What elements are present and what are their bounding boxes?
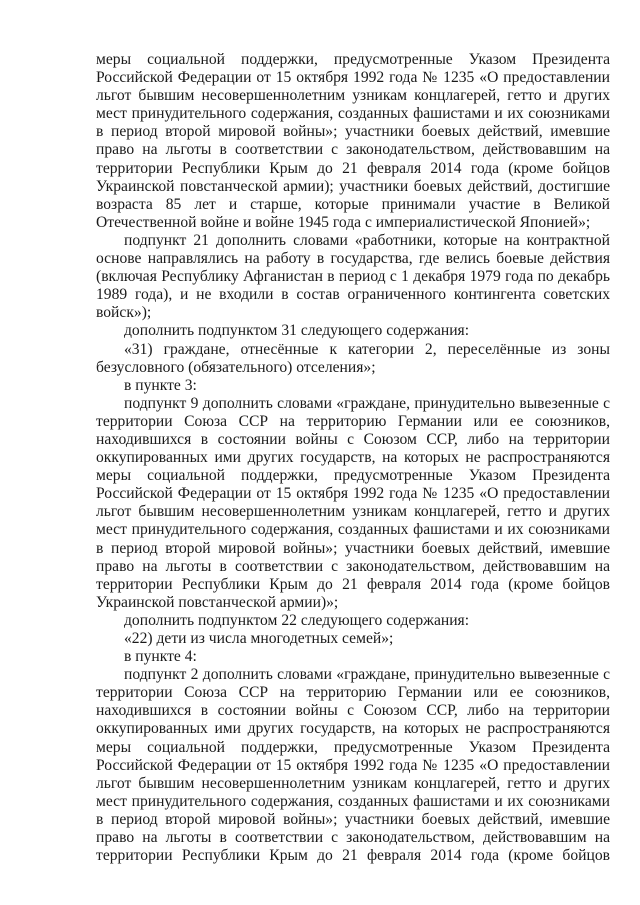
document-line: Российской Федерации от 15 октября 1992 года № 1235 «О предоставлении (96, 69, 610, 87)
document-line: «22) дети из числа многодетных семей»; (124, 630, 394, 647)
document-line: оккупированных ими других государств, на которых не распространяются (96, 720, 610, 738)
document-line: меры социальной поддержки, предусмотренные Указом Президента (96, 738, 610, 756)
document-line: в пункте 4: (124, 648, 197, 666)
document-line: меры социальной поддержки, предусмотренные Указом Президента (96, 467, 610, 485)
document-line: Украинской повстанческой армии); участники боевых действий, достигшие (96, 177, 610, 195)
document-line: находившихся в состоянии войны с Союзом ССР, либо на территории (96, 702, 610, 720)
document-line: территории Республики Крым до 21 февраля 2014 года (кроме бойцов (96, 847, 610, 865)
document-line: мест принудительного содержания, созданных фашистами и их союзниками (96, 105, 610, 123)
document-line: в период второй мировой войны»; участники боевых действий, имевшие (96, 539, 610, 557)
document-line: территории Республики Крым до 21 февраля 2014 года (кроме бойцов (96, 159, 610, 177)
document-line: Российской Федерации от 15 октября 1992 года № 1235 «О предоставлении (96, 485, 610, 503)
document-line: подпункт 2 дополнить словами «граждане, принудительно вывезенные с (124, 666, 610, 684)
document-line: мест принудительного содержания, созданных фашистами и их союзниками (96, 792, 610, 810)
document-line: Российской Федерации от 15 октября 1992 года № 1235 «О предоставлении (96, 756, 610, 774)
document-line: право на льготы в соответствии с законодательством, действовавшим на (96, 829, 610, 847)
document-line: возраста 85 лет и старше, которые принимали участие в Великой (96, 195, 610, 213)
document-body-text (96, 51, 610, 865)
document-line: находившихся в состоянии войны с Союзом ССР, либо на территории (96, 430, 610, 448)
document-line: право на льготы в соответствии с законодательством, действовавшим на (96, 557, 610, 575)
document-line: льгот бывшим несовершеннолетним узникам концлагерей, гетто и других (96, 87, 610, 105)
document-line: подпункт 21 дополнить словами «работники, которые на контрактной (124, 231, 610, 249)
document-line: территории Союза ССР на территорию Германии или ее союзников, (96, 684, 610, 702)
document-line: подпункт 9 дополнить словами «граждане, принудительно вывезенные с (124, 394, 610, 412)
document-line: «31) граждане, отнесённые к категории 2, переселённые из зоны (124, 340, 610, 358)
document-line: меры социальной поддержки, предусмотренные Указом Президента (96, 51, 610, 68)
document-line: дополнить подпунктом 31 следующего содержания: (124, 322, 470, 340)
document-line: основе направлялись на работу в государства, где велись боевые действия (96, 250, 610, 268)
document-line: безусловного (обязательного) отселения»; (96, 358, 376, 376)
document-line: мест принудительного содержания, созданных фашистами и их союзниками (96, 521, 610, 539)
document-line: дополнить подпунктом 22 следующего содержания: (124, 611, 470, 629)
document-line: территории Республики Крым до 21 февраля 2014 года (кроме бойцов (96, 575, 610, 593)
document-line: оккупированных ими других государств, на которых не распространяются (96, 449, 610, 467)
document-line: право на льготы в соответствии с законодательством, действовавшим на (96, 141, 610, 159)
document-line: Отечественной войне и войне 1945 года с империалистической Японией»; (96, 213, 591, 231)
document-line: (включая Республику Афганистан в период с 1 декабря 1979 года по декабрь (96, 268, 610, 286)
document-line: льгот бывшим несовершеннолетним узникам концлагерей, гетто и других (96, 503, 610, 521)
document-line: Украинской повстанческой армии)»; (96, 593, 339, 611)
document-line: в период второй мировой войны»; участники боевых действий, имевшие (96, 810, 610, 828)
document-line: войск»); (96, 304, 152, 322)
document-line: территории Союза ССР на территорию Германии или ее союзников, (96, 412, 610, 430)
document-line: льгот бывшим несовершеннолетним узникам концлагерей, гетто и других (96, 774, 610, 792)
document-line: в период второй мировой войны»; участники боевых действий, имевшие (96, 123, 610, 141)
document-line: 1989 года), и не входили в состав ограниченного контингента советских (96, 286, 610, 304)
document-line: в пункте 3: (124, 376, 197, 394)
